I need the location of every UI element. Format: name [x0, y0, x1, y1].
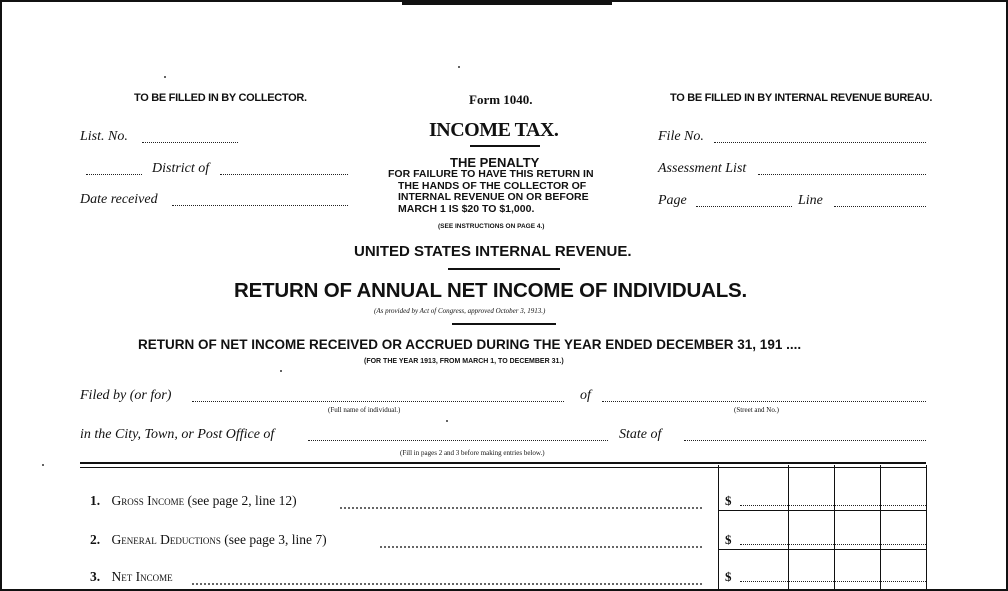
form-number: Form 1040. — [469, 92, 533, 107]
amount-col-left — [718, 465, 719, 591]
table-row — [90, 532, 327, 548]
gross-income-amount-field[interactable] — [740, 505, 926, 506]
amount-col-divider — [788, 465, 789, 591]
page-field[interactable] — [696, 206, 792, 207]
leader-dots — [380, 546, 702, 548]
currency-sign: $ — [725, 493, 732, 508]
penalty-text — [388, 169, 594, 215]
return-rule — [452, 323, 556, 325]
scan-speck — [42, 464, 44, 466]
penalty-heading: THE PENALTY — [450, 155, 540, 170]
scan-speck — [280, 370, 282, 372]
scan-speck — [446, 420, 448, 422]
leader-dots — [192, 583, 702, 585]
penalty-line: INTERNAL REVENUE ON OR BEFORE — [398, 191, 589, 203]
currency-sign: $ — [725, 569, 732, 584]
district-label: District of — [152, 161, 210, 176]
return-title: RETURN OF ANNUAL NET INCOME OF INDIVIDUALS. — [234, 279, 748, 302]
page-label: Page — [658, 193, 687, 208]
act-note: (As provided by Act of Congress, approved October 3, 1913.) — [374, 307, 546, 315]
scan-speck — [458, 66, 460, 68]
file-no-label: File No. — [658, 129, 704, 144]
line-label: General Deductions — [111, 532, 221, 547]
date-received-label: Date received — [80, 192, 158, 207]
file-no-field[interactable] — [714, 142, 926, 143]
table-top-rule-inner — [80, 467, 926, 468]
state-label: State of — [619, 427, 662, 442]
street-note: (Street and No.) — [734, 406, 779, 414]
amount-col-divider — [880, 465, 881, 591]
agency-title: UNITED STATES INTERNAL REVENUE. — [354, 243, 632, 260]
amount-col-right — [926, 465, 927, 591]
amount-row-rule — [718, 549, 926, 550]
date-received-field[interactable] — [172, 205, 348, 206]
general-deductions-amount-field[interactable] — [740, 544, 926, 545]
amount-row-rule — [718, 510, 926, 511]
line-number: 2. — [90, 532, 101, 547]
list-no-label: List. No. — [80, 129, 128, 144]
assessment-list-label: Assessment List — [658, 161, 747, 176]
line-field[interactable] — [834, 206, 926, 207]
instructions-note: (SEE INSTRUCTIONS ON PAGE 4.) — [438, 223, 545, 230]
period-text: RETURN OF NET INCOME RECEIVED OR ACCRUED DURING THE YEAR ENDED DECEMBER 31, 191 — [138, 337, 783, 352]
line-reference: (see page 2, line 12) — [187, 493, 297, 508]
full-name-note: (Full name of individual.) — [328, 406, 401, 414]
table-row — [90, 493, 297, 509]
city-label: in the City, Town, or Post Office of — [80, 427, 275, 442]
scan-edge — [402, 2, 612, 5]
street-field[interactable] — [602, 401, 926, 402]
period-line — [138, 337, 801, 352]
of-label: of — [580, 388, 591, 403]
fill-note: (Fill in pages 2 and 3 before making entries below.) — [400, 449, 545, 457]
collector-header: TO BE FILLED IN BY COLLECTOR. — [134, 92, 307, 104]
table-row — [90, 569, 173, 585]
penalty-line: MARCH 1 IS $20 TO $1,000. — [398, 202, 535, 215]
assessment-list-field[interactable] — [758, 174, 926, 175]
list-no-field[interactable] — [142, 142, 238, 143]
agency-rule — [448, 268, 560, 270]
title-rule — [470, 145, 540, 147]
penalty-line: THE HANDS OF THE COLLECTOR OF — [398, 179, 587, 192]
full-name-field[interactable] — [192, 401, 564, 402]
income-tax-title: INCOME TAX. — [429, 119, 559, 141]
bureau-header: TO BE FILLED IN BY INTERNAL REVENUE BUREAU. — [670, 92, 933, 104]
line-number: 1. — [90, 493, 101, 508]
line-number: 3. — [90, 569, 101, 584]
line-label: Net Income — [111, 569, 173, 584]
net-income-amount-field[interactable] — [740, 581, 926, 582]
district-prefix-field[interactable] — [86, 174, 142, 175]
line-label: Gross Income — [111, 493, 185, 508]
year-blank-field[interactable]: .... — [786, 337, 802, 352]
state-field[interactable] — [684, 440, 926, 441]
line-label: Line — [798, 193, 823, 208]
leader-dots — [340, 507, 702, 509]
district-field[interactable] — [220, 174, 348, 175]
scan-speck — [164, 76, 166, 78]
currency-sign: $ — [725, 532, 732, 547]
filed-by-label: Filed by (or for) — [80, 388, 172, 403]
city-field[interactable] — [308, 440, 608, 441]
line-reference: (see page 3, line 7) — [224, 532, 327, 547]
table-top-rule — [80, 462, 926, 464]
amount-col-divider — [834, 465, 835, 591]
year-note: (FOR THE YEAR 1913, FROM MARCH 1, TO DECEMBER 31.) — [364, 358, 564, 365]
penalty-line: FOR FAILURE TO HAVE THIS RETURN IN — [388, 168, 594, 180]
